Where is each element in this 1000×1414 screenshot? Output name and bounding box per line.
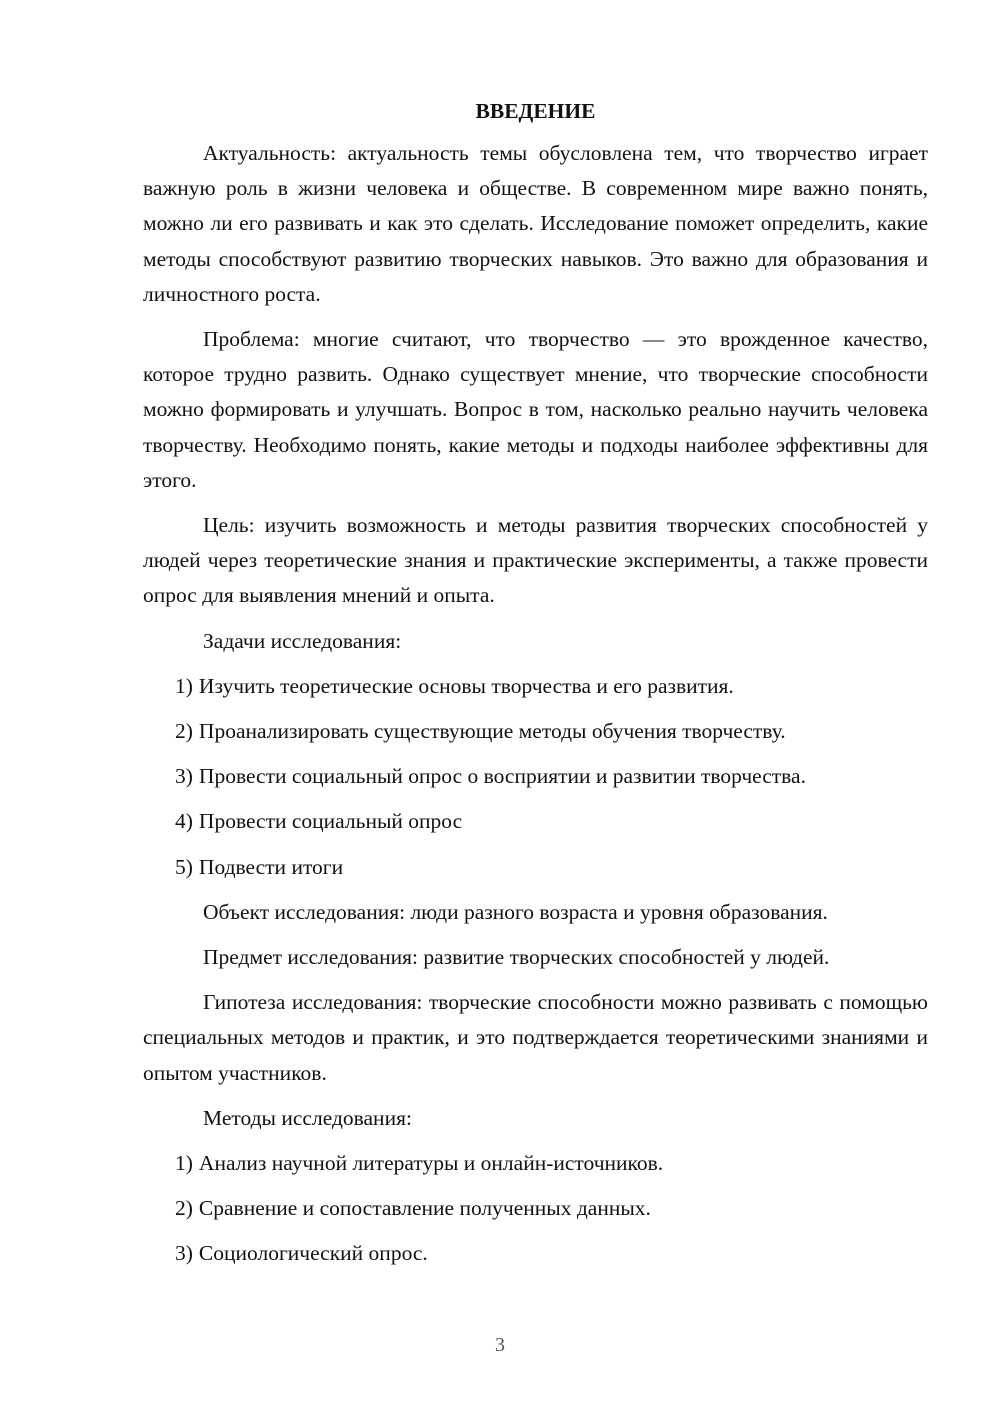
list-item-number: 4) [175, 809, 193, 834]
list-item-number: 1) [175, 673, 193, 698]
list-item [175, 669, 928, 704]
list-item-number: 3) [175, 1241, 193, 1266]
list-item-text: Провести социальный опрос [198, 809, 463, 834]
tasks-heading: Задачи исследования: [203, 628, 402, 653]
list-item [175, 804, 928, 839]
list-item [175, 1191, 928, 1226]
document-page [143, 96, 928, 1282]
list-item [175, 1146, 928, 1181]
list-item-text: Проанализировать существующие методы обучения творчеству. [198, 719, 786, 744]
list-item [175, 759, 928, 794]
object-paragraph: Объект исследования: люди разного возраста и уровня образования. [203, 899, 828, 924]
relevance-paragraph: Актуальность: актуальность темы обусловлена тем, что творчество играет важную роль в жизни человека и обществе. В современном мире важно понять, можно ли его развивать и как это сделать. Исследование поможет определить, какие методы способствуют развитию творческих навыков. Это важно для образования и личностного роста. [143, 141, 928, 306]
section-title: ВВЕДЕНИЕ [475, 99, 596, 123]
methods-list [143, 1146, 928, 1272]
list-item-number: 3) [175, 764, 193, 789]
list-item [175, 1236, 928, 1271]
list-item-text: Сравнение и сопоставление полученных данных. [198, 1196, 651, 1221]
list-item-text: Анализ научной литературы и онлайн-источников. [198, 1151, 664, 1176]
list-item-text: Провести социальный опрос о восприятии и развитии творчества. [198, 764, 806, 789]
list-item-text: Подвести итоги [198, 854, 344, 879]
hypothesis-paragraph: Гипотеза исследования: творческие способности можно развивать с помощью специальных методов и практик, и это подтверждается теоретическими знаниями и опытом участников. [143, 990, 928, 1085]
problem-paragraph: Проблема: многие считают, что творчество — это врожденное качество, которое трудно развить. Однако существует мнение, что творческие способности можно формировать и улучшать. Вопрос в том, насколько реально научить человека творчеству. Необходимо понять, какие методы и подходы наиболее эффективны для этого. [143, 327, 928, 492]
list-item-number: 2) [175, 719, 193, 744]
list-item-text: Социологический опрос. [198, 1241, 428, 1266]
subject-paragraph: Предмет исследования: развитие творческих способностей у людей. [203, 945, 830, 970]
list-item-number: 5) [175, 854, 193, 879]
page-number: 3 [495, 1334, 505, 1356]
list-item-number: 2) [175, 1196, 193, 1221]
list-item [175, 714, 928, 749]
list-item-number: 1) [175, 1151, 193, 1176]
list-item-text: Изучить теоретические основы творчества и его развития. [198, 673, 734, 698]
goal-paragraph: Цель: изучить возможность и методы развития творческих способностей у людей через теоретические знания и практические эксперименты, а также провести опрос для выявления мнений и опыта. [143, 513, 928, 608]
tasks-list [143, 669, 928, 885]
list-item [175, 850, 928, 885]
methods-heading: Методы исследования: [203, 1105, 412, 1130]
